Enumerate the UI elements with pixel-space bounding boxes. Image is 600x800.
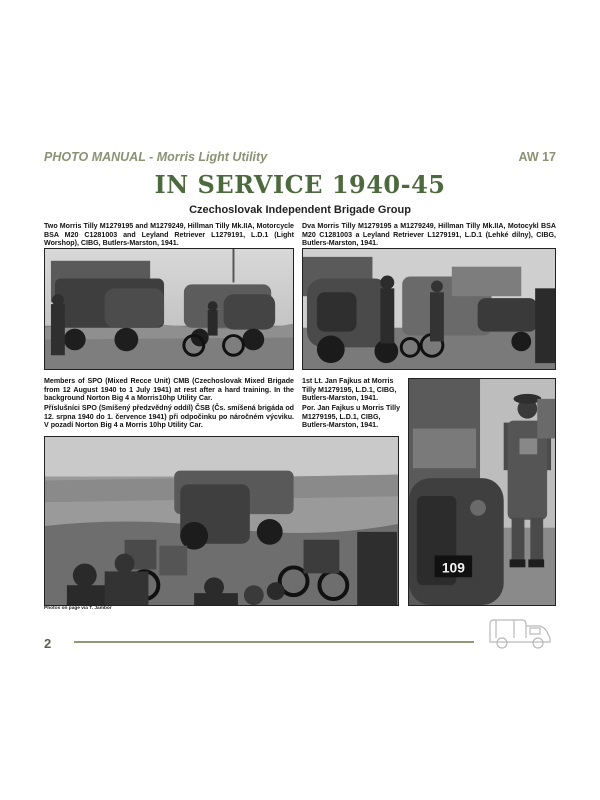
page-subtitle: Czechoslovak Independent Brigade Group <box>189 204 411 216</box>
caption-middle-left-en: Members of SPO (Mixed Recce Unit) CMB (Czechoslovak Mixed Brigade from 12 August 1940 to 1 July 1941) at rest after a hard training. In the background Norton Big 4 a Morris10hp Utility Car. <box>44 377 294 403</box>
caption-middle-left-cz: Příslušníci SPO (Smíšený předzvědný oddíl) ČSB (Čs. smíšená brigáda od 12. srpna 1940 do 1. července 1941) při odpočinku po náročném výcviku. V pozadí Norton Big 4 a Morris 10hp Utility Car. <box>44 404 294 430</box>
page-number: 2 <box>44 636 52 651</box>
photo-soldiers-resting <box>44 436 399 606</box>
caption-top-left: Two Morris Tilly M1279195 and M1279249, Hillman Tilly Mk.IIA, Motorcycle BSA M20 C1281003 and Leyland Retriever L1279191, L.D.1 (Light Worshop), CIBG, Butlers-Marston, 1941. <box>44 222 294 248</box>
page-title: IN SERVICE 1940-45 <box>154 170 446 199</box>
footer-rule <box>74 641 474 643</box>
caption-middle-right-cz: Por. Jan Fajkus u Morris Tilly M1279195, L.D.1, CIBG, Butlers-Marston, 1941. <box>302 404 401 430</box>
caption-top-right: Dva Morris Tilly M1279195 a M1279249, Hillman Tilly Mk.IIA, Motocykl BSA M20 C1281003 a Leyland Retriever L1279191, L.D.1 (Lehké dílny), CIBG, Butlers-Marston, 1941. <box>302 222 556 248</box>
vehicle-number-plate: 109 <box>441 559 465 576</box>
truck-icon <box>486 612 556 650</box>
running-header-title: PHOTO MANUAL - Morris Light Utility <box>44 150 268 164</box>
running-header-code: AW 17 <box>518 150 556 164</box>
photo-trucks-right <box>302 248 556 370</box>
photo-credit: Photos on page via T. Jambor <box>44 606 112 611</box>
photo-trucks-left <box>44 248 294 370</box>
photo-officer-truck <box>408 378 556 606</box>
caption-middle-right-en: 1st Lt. Jan Fajkus at Morris Tilly M1279195, L.D.1, CIBG, Butlers-Marston, 1941. <box>302 377 397 403</box>
